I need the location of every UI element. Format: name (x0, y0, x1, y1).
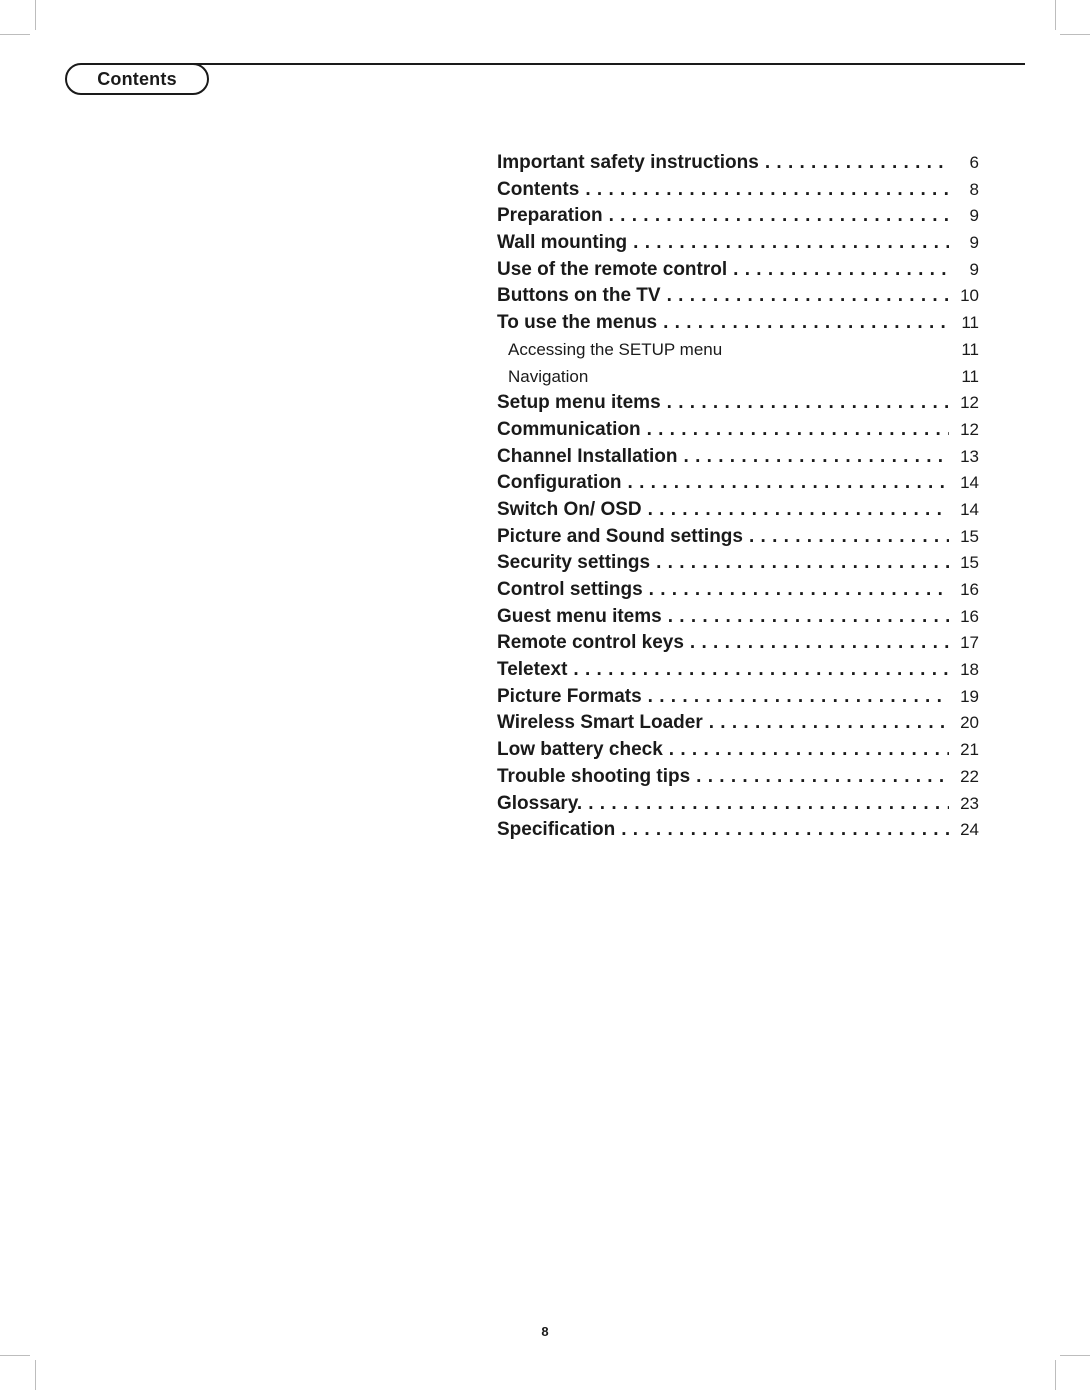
header-rule (150, 63, 1025, 65)
toc-dot-leader (661, 390, 949, 417)
toc-dot-leader (684, 630, 949, 657)
toc-dot-leader (743, 524, 949, 551)
toc-dot-leader (727, 257, 949, 284)
toc-dot-leader (579, 177, 949, 204)
toc-entry[interactable] (497, 791, 989, 818)
toc-entry-title: Navigation (508, 366, 589, 386)
toc-dot-leader (622, 470, 949, 497)
toc-entry[interactable] (497, 710, 989, 737)
toc-page-number: 22 (960, 766, 979, 786)
toc-page-number: 16 (960, 580, 979, 599)
crop-mark (35, 1360, 36, 1390)
toc-entry-title: Wireless Smart Loader (497, 712, 703, 734)
crop-mark (35, 0, 36, 30)
toc-entry-title: Buttons on the TV (497, 285, 661, 307)
toc-page-number: 11 (961, 366, 979, 386)
toc-page-number: 9 (969, 233, 979, 253)
toc-page-number: 15 (960, 553, 979, 573)
toc-entry-title: Accessing the SETUP menu (508, 339, 723, 359)
toc-entry-title: Control settings (497, 579, 643, 600)
toc-entry[interactable] (497, 310, 989, 337)
toc-page-number: 14 (960, 499, 979, 519)
toc-entry[interactable] (497, 444, 989, 471)
toc-page-number: 14 (960, 473, 979, 493)
toc-entry[interactable] (497, 470, 989, 497)
toc-page-number: 11 (961, 313, 979, 333)
toc-entry[interactable] (497, 737, 989, 764)
toc-page-number: 13 (960, 446, 979, 466)
toc-entry[interactable] (497, 604, 989, 631)
toc-entry[interactable] (497, 257, 989, 284)
toc-entry[interactable] (497, 550, 989, 577)
toc-page-number: 20 (960, 713, 979, 733)
toc-dot-leader (642, 684, 949, 711)
toc-entry-title: Specification (497, 819, 616, 841)
toc-entry[interactable] (497, 684, 989, 711)
toc-dot-leader (703, 710, 949, 737)
toc-entry-title: Wall mounting (497, 232, 628, 254)
toc-entry[interactable] (497, 657, 989, 684)
toc-entry-title: Configuration (497, 472, 622, 494)
toc-dot-leader (582, 791, 949, 818)
toc-entry-title: Low battery check (497, 739, 663, 761)
toc-dot-leader (641, 417, 949, 444)
toc-page-number: 18 (960, 660, 979, 680)
toc-page-number: 11 (961, 339, 979, 359)
toc-subentry[interactable] (497, 364, 989, 391)
toc-entry[interactable] (497, 577, 989, 604)
toc-page-number: 17 (960, 633, 979, 653)
toc-page-number: 15 (960, 526, 979, 546)
toc-entry[interactable] (497, 150, 989, 177)
toc-entry-title: Setup menu items (497, 392, 661, 414)
toc-entry-title: Trouble shooting tips (497, 765, 691, 787)
toc-page-number: 6 (969, 153, 979, 172)
toc-dot-leader (603, 203, 949, 230)
toc-entry[interactable] (497, 177, 989, 204)
toc-dot-leader (643, 577, 949, 604)
toc-entry[interactable] (497, 524, 989, 551)
toc-entry[interactable] (497, 497, 989, 524)
toc-entry-title: Important safety instructions (497, 152, 759, 173)
toc-entry-title: Preparation (497, 205, 603, 227)
crop-mark (0, 1355, 30, 1356)
toc-dot-leader (627, 230, 949, 257)
toc-page-number: 9 (969, 259, 979, 279)
toc-entry-title: Contents (497, 178, 580, 200)
toc-entry[interactable] (497, 230, 989, 257)
toc-entry-title: Guest menu items (497, 605, 662, 627)
toc-entry[interactable] (497, 203, 989, 230)
toc-page-number: 21 (960, 740, 979, 760)
crop-mark (1060, 34, 1090, 35)
toc-page-number: 10 (960, 286, 979, 306)
toc-dot-leader (759, 150, 949, 177)
crop-mark (1060, 1355, 1090, 1356)
toc-dot-leader (650, 550, 949, 577)
toc-dot-leader (642, 497, 949, 524)
crop-mark (0, 34, 30, 35)
toc-subentry[interactable] (497, 337, 989, 364)
toc-page-number: 12 (960, 393, 979, 413)
toc-dot-leader (661, 283, 949, 310)
section-title: Contents (97, 68, 177, 89)
toc-dot-leader (662, 604, 949, 631)
toc-entry[interactable] (497, 390, 989, 417)
toc-entry-title: Use of the remote control (497, 258, 728, 280)
toc-entry-title: Glossary. (497, 792, 583, 814)
toc-dot-leader (657, 310, 949, 337)
toc-page-number: 24 (960, 820, 979, 840)
toc-dot-leader (567, 657, 949, 684)
toc-dot-leader (678, 444, 949, 471)
toc-entry-title: Picture Formats (497, 685, 642, 707)
page-number: 8 (541, 1324, 549, 1339)
crop-mark (1055, 0, 1056, 30)
toc-entry-title: Teletext (497, 659, 568, 681)
toc-entry[interactable] (497, 817, 989, 844)
toc-entry-title: To use the menus (497, 312, 658, 334)
toc-entry-title: Picture and Sound settings (497, 525, 743, 547)
section-tab (65, 63, 209, 95)
toc-entry-title: Channel Installation (497, 445, 678, 467)
table-of-contents (497, 150, 989, 844)
toc-page-number: 16 (960, 606, 979, 626)
toc-dot-leader (690, 764, 949, 791)
toc-page-number: 9 (969, 206, 979, 226)
toc-dot-leader (615, 817, 949, 844)
toc-entry[interactable] (497, 630, 989, 657)
toc-page-number: 8 (969, 179, 979, 199)
toc-entry-title: Security settings (497, 552, 651, 574)
toc-page-number: 19 (960, 686, 979, 706)
toc-dot-leader (663, 737, 949, 764)
toc-entry-title: Switch On/ OSD (497, 498, 642, 520)
toc-entry[interactable] (497, 417, 989, 444)
toc-entry-title: Communication (497, 418, 641, 440)
toc-page-number: 12 (960, 419, 979, 439)
toc-entry[interactable] (497, 283, 989, 310)
toc-page-number: 23 (960, 793, 979, 813)
toc-entry-title: Remote control keys (497, 632, 684, 654)
crop-mark (1055, 1360, 1056, 1390)
toc-entry[interactable] (497, 764, 989, 791)
